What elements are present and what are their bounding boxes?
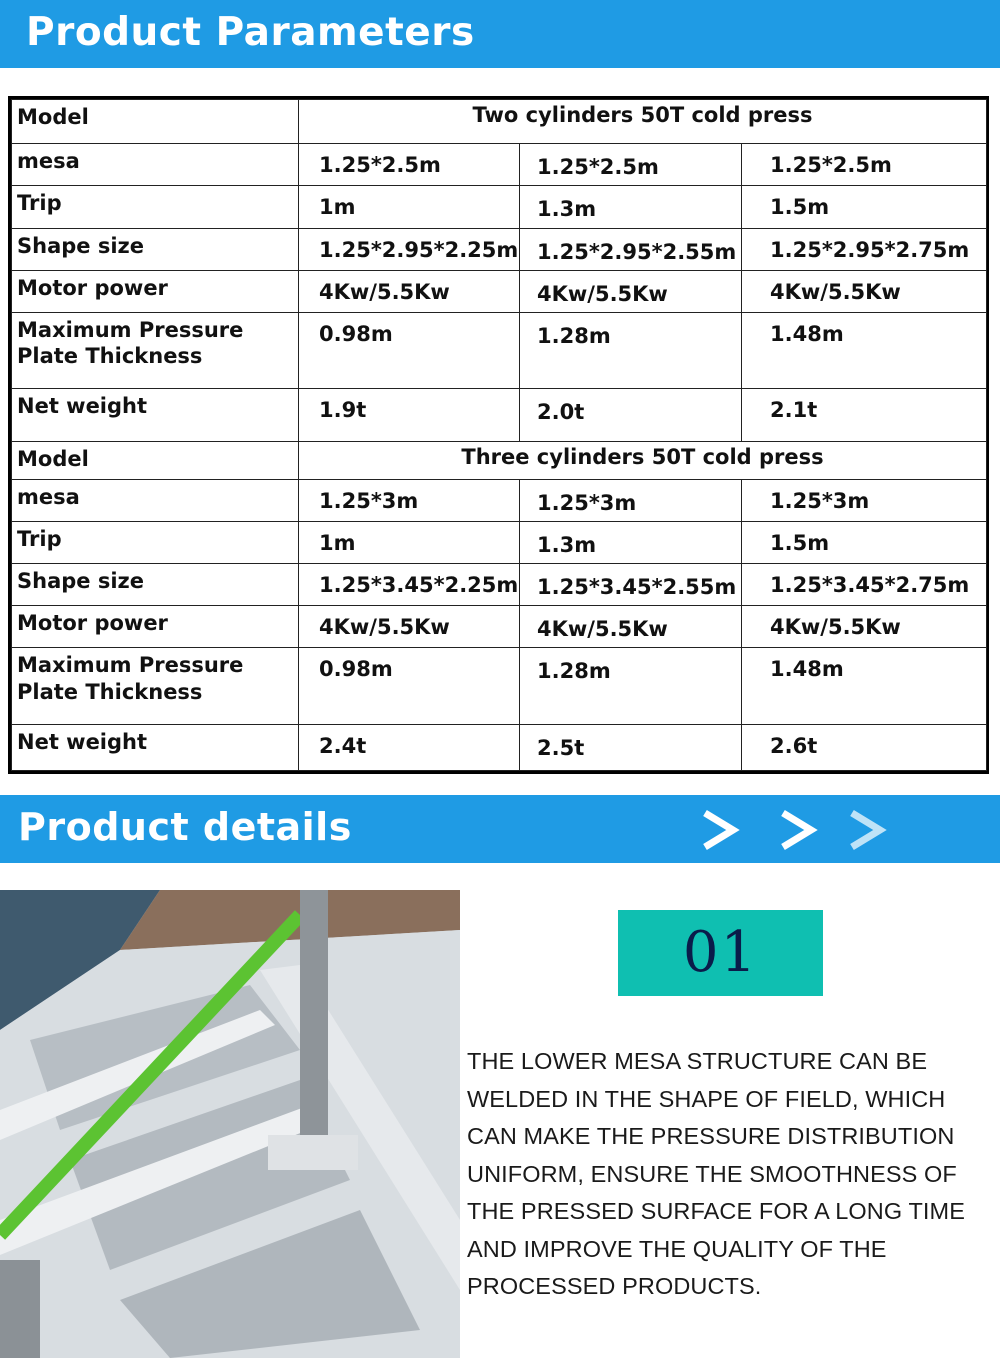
row-value: 4Kw/5.5Kw (520, 606, 742, 648)
row-value: 4Kw/5.5Kw (299, 270, 520, 312)
row-value: 1.25*3.45*2.25m (299, 564, 520, 606)
spec-table (8, 96, 989, 774)
product-parameters-title: Product Parameters (26, 10, 475, 55)
table-row (12, 389, 987, 441)
row-label: Shape size (12, 564, 299, 606)
row-value: 1.9t (299, 389, 520, 441)
product-parameters-banner (0, 0, 1000, 68)
row-value: 1.48m (742, 648, 987, 724)
row-value: 1.25*3m (742, 479, 987, 521)
row-value: 1.5m (742, 521, 987, 563)
row-value: 2.6t (742, 724, 987, 770)
table-title-two-cylinders: Two cylinders 50T cold press (299, 100, 987, 144)
model-label: Model (12, 100, 299, 144)
row-value: 2.5t (520, 724, 742, 770)
row-label: mesa (12, 144, 299, 186)
row-value: 0.98m (299, 312, 520, 388)
row-label: Trip (12, 521, 299, 563)
row-label: Net weight (12, 389, 299, 441)
table-row (12, 144, 987, 186)
table-title-three-cylinders: Three cylinders 50T cold press (299, 441, 987, 479)
row-value: 1.25*2.5m (520, 144, 742, 186)
product-details-banner (0, 795, 1000, 863)
row-label: Net weight (12, 724, 299, 770)
row-label: Shape size (12, 228, 299, 270)
row-value: 4Kw/5.5Kw (299, 606, 520, 648)
row-value: 4Kw/5.5Kw (742, 270, 987, 312)
table-row (12, 270, 987, 312)
table-row (12, 564, 987, 606)
row-value: 0.98m (299, 648, 520, 724)
table-row (12, 441, 987, 479)
row-label: mesa (12, 479, 299, 521)
row-value: 1.28m (520, 312, 742, 388)
row-value: 2.1t (742, 389, 987, 441)
detail-number-badge (618, 910, 823, 996)
product-details-title: Product details (18, 805, 352, 849)
row-value: 1.25*2.5m (299, 144, 520, 186)
row-label: Trip (12, 186, 299, 228)
chevron-right-icon (852, 813, 880, 847)
press-table-photo (0, 890, 460, 1358)
chevron-right-icon (705, 813, 733, 847)
row-value: 1.3m (520, 521, 742, 563)
row-value: 1.5m (742, 186, 987, 228)
table-row (12, 100, 987, 144)
chevrons-decoration (695, 805, 895, 855)
row-label: Maximum Pressure Plate Thickness (12, 648, 299, 724)
table-row (12, 186, 987, 228)
row-label: Motor power (12, 270, 299, 312)
row-label: Motor power (12, 606, 299, 648)
row-value: 4Kw/5.5Kw (742, 606, 987, 648)
row-value: 1.25*2.95*2.55m (520, 228, 742, 270)
row-value: 1.25*3.45*2.55m (520, 564, 742, 606)
row-label: Maximum Pressure Plate Thickness (12, 312, 299, 388)
chevron-right-icon (783, 813, 811, 847)
table-row (12, 479, 987, 521)
model-label: Model (12, 441, 299, 479)
row-value: 1.25*2.5m (742, 144, 987, 186)
row-value: 1.25*3.45*2.75m (742, 564, 987, 606)
row-value: 2.0t (520, 389, 742, 441)
table-row (12, 606, 987, 648)
row-value: 1.25*2.95*2.25m (299, 228, 520, 270)
row-value: 1.28m (520, 648, 742, 724)
row-value: 1.3m (520, 186, 742, 228)
table-row (12, 521, 987, 563)
table-row (12, 312, 987, 388)
detail-number: 01 (682, 920, 759, 985)
row-value: 1m (299, 186, 520, 228)
detail-description: THE LOWER MESA STRUCTURE CAN BE WELDED IN THE SHAPE OF FIELD, WHICH CAN MAKE THE PRESSURE DISTRIBUTION UNIFORM, ENSURE THE SMOOTHNESS OF THE PRESSED SURFACE FOR A LONG TIME AND IMPROVE THE QUALITY OF THE PROCESSED PRODUCTS. (467, 1048, 965, 1299)
row-value: 2.4t (299, 724, 520, 770)
row-value: 1m (299, 521, 520, 563)
row-value: 1.48m (742, 312, 987, 388)
table-row (12, 724, 987, 770)
row-value: 1.25*2.95*2.75m (742, 228, 987, 270)
row-value: 4Kw/5.5Kw (520, 270, 742, 312)
table-row (12, 648, 987, 724)
row-value: 1.25*3m (520, 479, 742, 521)
table-row (12, 228, 987, 270)
row-value: 1.25*3m (299, 479, 520, 521)
